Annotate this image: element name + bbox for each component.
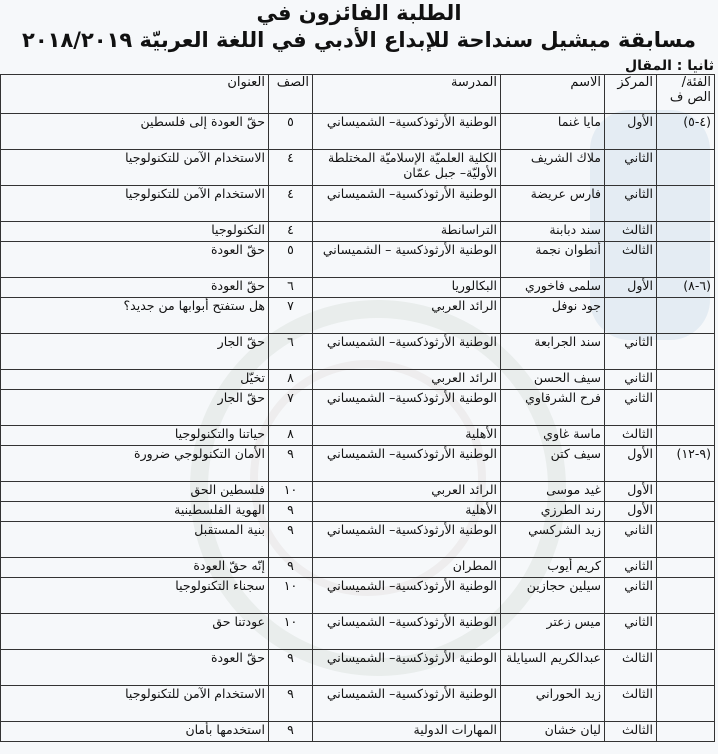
cell-grade: ٤	[269, 222, 313, 242]
table-row	[1, 482, 715, 502]
cell-category	[657, 242, 715, 278]
cell-grade: ١٠	[269, 578, 313, 614]
cell-name: زيد الحوراني	[501, 686, 605, 722]
table-row	[1, 614, 715, 650]
cell-rank: الأول	[605, 482, 657, 502]
cell-title: تخيّل	[1, 370, 269, 390]
column-header-title: العنوان	[1, 75, 269, 114]
table-row	[1, 334, 715, 370]
cell-category: (٦-٨)	[657, 278, 715, 298]
cell-title: سجناء التكنولوجيا	[1, 578, 269, 614]
cell-rank: الثالث	[605, 222, 657, 242]
cell-title: استخدمها بأمان	[1, 722, 269, 742]
cell-title: حقّ الجار	[1, 334, 269, 370]
cell-category	[657, 222, 715, 242]
cell-category	[657, 370, 715, 390]
cell-category	[657, 298, 715, 334]
cell-school: الوطنية الأرثوذكسية– الشميساني	[313, 390, 501, 426]
cell-category	[657, 482, 715, 502]
cell-rank: الثالث	[605, 426, 657, 446]
cell-school: الأهلية	[313, 502, 501, 522]
column-header-school: المدرسة	[313, 75, 501, 114]
cell-grade: ٩	[269, 686, 313, 722]
cell-title: إنّه حقّ العودة	[1, 558, 269, 578]
cell-name: عبدالكريم السيايلة	[501, 650, 605, 686]
cell-name: رند الطرزي	[501, 502, 605, 522]
cell-name: ميس زعتر	[501, 614, 605, 650]
cell-rank: الثاني	[605, 578, 657, 614]
cell-school: الوطنية الأرثوذكسية– الشميساني	[313, 614, 501, 650]
cell-grade: ٧	[269, 298, 313, 334]
cell-title: الهوية الفلسطينية	[1, 502, 269, 522]
cell-rank	[605, 298, 657, 334]
cell-rank: الثاني	[605, 370, 657, 390]
cell-rank: الثاني	[605, 614, 657, 650]
cell-category	[657, 614, 715, 650]
cell-rank: الثالث	[605, 242, 657, 278]
cell-name: سيلين حجازين	[501, 578, 605, 614]
cell-title: فلسطين الحق	[1, 482, 269, 502]
cell-grade: ٩	[269, 446, 313, 482]
cell-grade: ٨	[269, 370, 313, 390]
column-header-name: الاسم	[501, 75, 605, 114]
cell-school: البكالوريا	[313, 278, 501, 298]
cell-title: حقّ العودة	[1, 650, 269, 686]
table-row	[1, 390, 715, 426]
cell-title: هل ستفتح أبوابها من جديد؟	[1, 298, 269, 334]
cell-rank: الأول	[605, 114, 657, 150]
cell-name: سلمى فاخوري	[501, 278, 605, 298]
cell-grade: ٧	[269, 390, 313, 426]
cell-category	[657, 722, 715, 742]
cell-category	[657, 186, 715, 222]
cell-name: فارس عريضة	[501, 186, 605, 222]
cell-name: سند دبابنة	[501, 222, 605, 242]
table-row	[1, 242, 715, 278]
cell-category	[657, 522, 715, 558]
cell-grade: ٥	[269, 242, 313, 278]
page-subtitle: مسابقة ميشيل سنداحة للإبداع الأدبي في اللغة العربيّة ٢٠١٨/٢٠١٩	[22, 28, 696, 52]
cell-rank: الأول	[605, 278, 657, 298]
cell-title: حقّ العودة	[1, 278, 269, 298]
cell-school: الوطنية الأرثوذكسية– الشميساني	[313, 186, 501, 222]
cell-category	[657, 150, 715, 186]
cell-grade: ٩	[269, 522, 313, 558]
cell-category	[657, 650, 715, 686]
cell-category	[657, 686, 715, 722]
cell-grade: ٩	[269, 502, 313, 522]
table-row	[1, 522, 715, 558]
table-row	[1, 150, 715, 186]
table-row	[1, 650, 715, 686]
table-row	[1, 558, 715, 578]
cell-rank: الثاني	[605, 390, 657, 426]
cell-school: الوطنية الأرثوذكسية – الشميساني	[313, 242, 501, 278]
table-row	[1, 686, 715, 722]
cell-title: بنية المستقبل	[1, 522, 269, 558]
cell-name: فرح الشرقاوي	[501, 390, 605, 426]
cell-grade: ٦	[269, 334, 313, 370]
cell-title: حقّ العودة إلى فلسطين	[1, 114, 269, 150]
cell-school: الرائد العربي	[313, 298, 501, 334]
cell-title: حقّ الجار	[1, 390, 269, 426]
table-row	[1, 222, 715, 242]
cell-name: مايا غنما	[501, 114, 605, 150]
table-row	[1, 278, 715, 298]
cell-grade: ٤	[269, 186, 313, 222]
cell-school: الرائد العربي	[313, 482, 501, 502]
table-row	[1, 114, 715, 150]
table-row	[1, 370, 715, 390]
cell-grade: ٤	[269, 150, 313, 186]
cell-rank: الثاني	[605, 522, 657, 558]
cell-rank: الأول	[605, 446, 657, 482]
cell-category	[657, 558, 715, 578]
cell-title: الاستخدام الآمن للتكنولوجيا	[1, 186, 269, 222]
cell-title: الاستخدام الآمن للتكنولوجيا	[1, 150, 269, 186]
cell-school: الوطنية الأرثوذكسية– الشميساني	[313, 686, 501, 722]
cell-title: التكنولوجيا	[1, 222, 269, 242]
cell-title: الأمان التكنولوجي ضرورة	[1, 446, 269, 482]
section-heading: ثانيا : المقال	[624, 58, 714, 74]
cell-rank: الأول	[605, 502, 657, 522]
cell-name: أنطوان نجمة	[501, 242, 605, 278]
cell-grade: ١٠	[269, 482, 313, 502]
cell-grade: ١٠	[269, 614, 313, 650]
table-row	[1, 298, 715, 334]
cell-school: الرائد العربي	[313, 370, 501, 390]
table-row	[1, 578, 715, 614]
table-row	[1, 186, 715, 222]
cell-category	[657, 426, 715, 446]
cell-grade: ٩	[269, 722, 313, 742]
cell-school: الوطنية الأرثوذكسية– الشميساني	[313, 334, 501, 370]
table-row	[1, 426, 715, 446]
page-title: الطلبة الفائزون في	[256, 1, 462, 25]
column-header-rank: المركز	[605, 75, 657, 114]
cell-school: الوطنية الأرثوذكسية– الشميساني	[313, 578, 501, 614]
cell-rank: الثاني	[605, 150, 657, 186]
table-row	[1, 502, 715, 522]
cell-school: الوطنية الأرثوذكسية– الشميساني	[313, 522, 501, 558]
cell-category: (٤-٥)	[657, 114, 715, 150]
column-header-grade: الصف	[269, 75, 313, 114]
cell-title: عودتنا حق	[1, 614, 269, 650]
cell-title: حياتنا والتكنولوجيا	[1, 426, 269, 446]
cell-rank: الثالث	[605, 722, 657, 742]
cell-grade: ٩	[269, 650, 313, 686]
cell-name: غيد موسى	[501, 482, 605, 502]
cell-name: ليان خشان	[501, 722, 605, 742]
cell-school: الوطنية الأرثوذكسية– الشميساني	[313, 650, 501, 686]
cell-category	[657, 390, 715, 426]
cell-grade: ٥	[269, 114, 313, 150]
cell-category	[657, 502, 715, 522]
cell-school: التراسانطة	[313, 222, 501, 242]
cell-rank: الثالث	[605, 686, 657, 722]
cell-rank: الثاني	[605, 334, 657, 370]
cell-name: ملاك الشريف	[501, 150, 605, 186]
cell-grade: ٩	[269, 558, 313, 578]
cell-name: زيد الشركسي	[501, 522, 605, 558]
cell-grade: ٨	[269, 426, 313, 446]
cell-rank: الثالث	[605, 650, 657, 686]
cell-school: الوطنية الأرثوذكسية– الشميساني	[313, 114, 501, 150]
cell-school: المهارات الدولية	[313, 722, 501, 742]
cell-category	[657, 334, 715, 370]
cell-name: كريم أيوب	[501, 558, 605, 578]
cell-name: سيف الحسن	[501, 370, 605, 390]
cell-school: الوطنية الأرثوذكسية– الشميساني	[313, 446, 501, 482]
cell-school: الكلية العلميّة الإسلاميّة المختلطة الأوليّة– جبل عمّان	[313, 150, 501, 186]
table-header-row	[1, 75, 715, 114]
winners-table	[0, 74, 715, 742]
table-row	[1, 446, 715, 482]
cell-grade: ٦	[269, 278, 313, 298]
cell-name: سيف كتن	[501, 446, 605, 482]
cell-rank: الثاني	[605, 558, 657, 578]
cell-category	[657, 578, 715, 614]
cell-name: ماسة غاوي	[501, 426, 605, 446]
cell-name: سند الجرابعة	[501, 334, 605, 370]
cell-school: المطران	[313, 558, 501, 578]
cell-category: (٩-١٢)	[657, 446, 715, 482]
cell-rank: الثاني	[605, 186, 657, 222]
table-row	[1, 722, 715, 742]
column-header-category: الفئة/الص ف	[657, 75, 715, 114]
cell-school: الأهلية	[313, 426, 501, 446]
cell-name: جود نوفل	[501, 298, 605, 334]
cell-title: حقّ العودة	[1, 242, 269, 278]
cell-title: الاستخدام الآمن للتكنولوجيا	[1, 686, 269, 722]
